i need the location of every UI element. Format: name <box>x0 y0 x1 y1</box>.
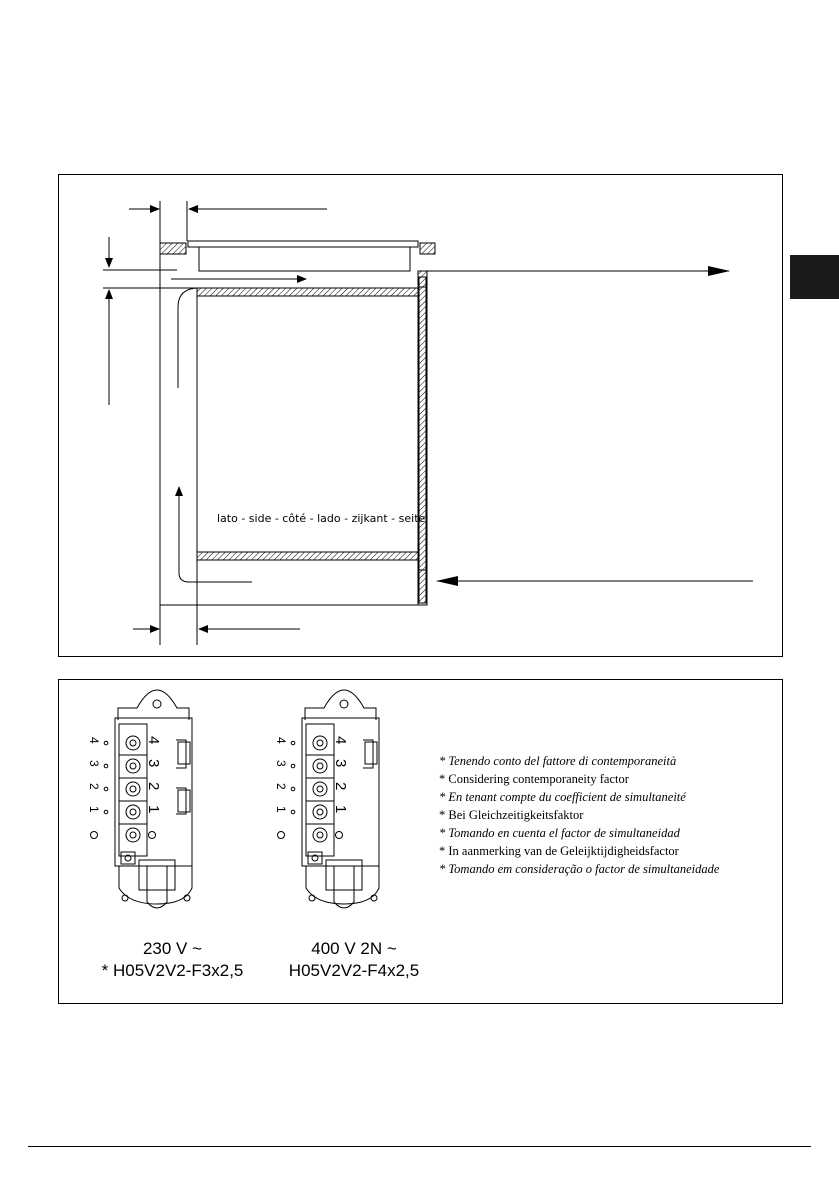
svg-text:2: 2 <box>332 782 349 791</box>
simultaneity-notes <box>439 752 719 878</box>
dimension-left <box>103 237 199 405</box>
note-pt: * Tomando em consideração o factor de simultaneidade <box>439 862 720 876</box>
note-de: * Bei Gleichzeitigkeitsfaktor <box>439 808 584 822</box>
note-es: * Tomando en cuenta el factor de simultaneidad <box>439 826 680 840</box>
svg-text:3: 3 <box>332 759 349 768</box>
installation-diagram <box>59 175 784 658</box>
svg-text:4: 4 <box>87 737 101 744</box>
svg-text:4: 4 <box>145 736 162 745</box>
caption-230v-voltage: 230 V ~ <box>142 939 203 958</box>
airflow-arrows <box>171 271 753 582</box>
svg-text:4: 4 <box>274 737 288 744</box>
svg-text:1: 1 <box>332 805 349 814</box>
terminal-numbers-230v <box>87 736 162 813</box>
svg-text:3: 3 <box>145 759 162 768</box>
svg-text:1: 1 <box>145 805 162 814</box>
terminal-block-400v <box>278 690 380 908</box>
terminal-block-230v <box>91 690 193 908</box>
caption-400v <box>249 938 459 982</box>
svg-text:2: 2 <box>274 783 288 790</box>
note-en: * Considering contemporaneity factor <box>439 772 629 786</box>
side-label: lato - side - côté - lado - zijkant - seite <box>217 512 426 525</box>
svg-text:1: 1 <box>274 806 288 813</box>
svg-text:2: 2 <box>87 783 101 790</box>
note-fr: * En tenant compte du coefficient de simultaneité <box>439 790 686 804</box>
caption-230v-cable: * H05V2V2-F3x2,5 <box>101 961 244 980</box>
svg-text:2: 2 <box>145 782 162 791</box>
svg-text:3: 3 <box>274 760 288 767</box>
note-it: * Tenendo conto del fattore di contemporaneità <box>439 754 677 768</box>
svg-text:4: 4 <box>332 736 349 745</box>
wiring-panel <box>58 679 783 1004</box>
language-tab-marker <box>790 255 839 299</box>
note-nl: * In aanmerking van de Geleijktijdigheidsfactor <box>439 844 679 858</box>
caption-400v-cable: H05V2V2-F4x2,5 <box>288 961 420 980</box>
terminal-numbers-400v <box>274 736 349 813</box>
svg-text:1: 1 <box>87 806 101 813</box>
dimension-bottom <box>133 560 300 645</box>
footer-rule <box>28 1146 811 1147</box>
installation-diagram-panel <box>58 174 783 657</box>
svg-text:3: 3 <box>87 760 101 767</box>
caption-400v-voltage: 400 V 2N ~ <box>311 939 397 958</box>
cabinet-structure <box>160 271 427 605</box>
